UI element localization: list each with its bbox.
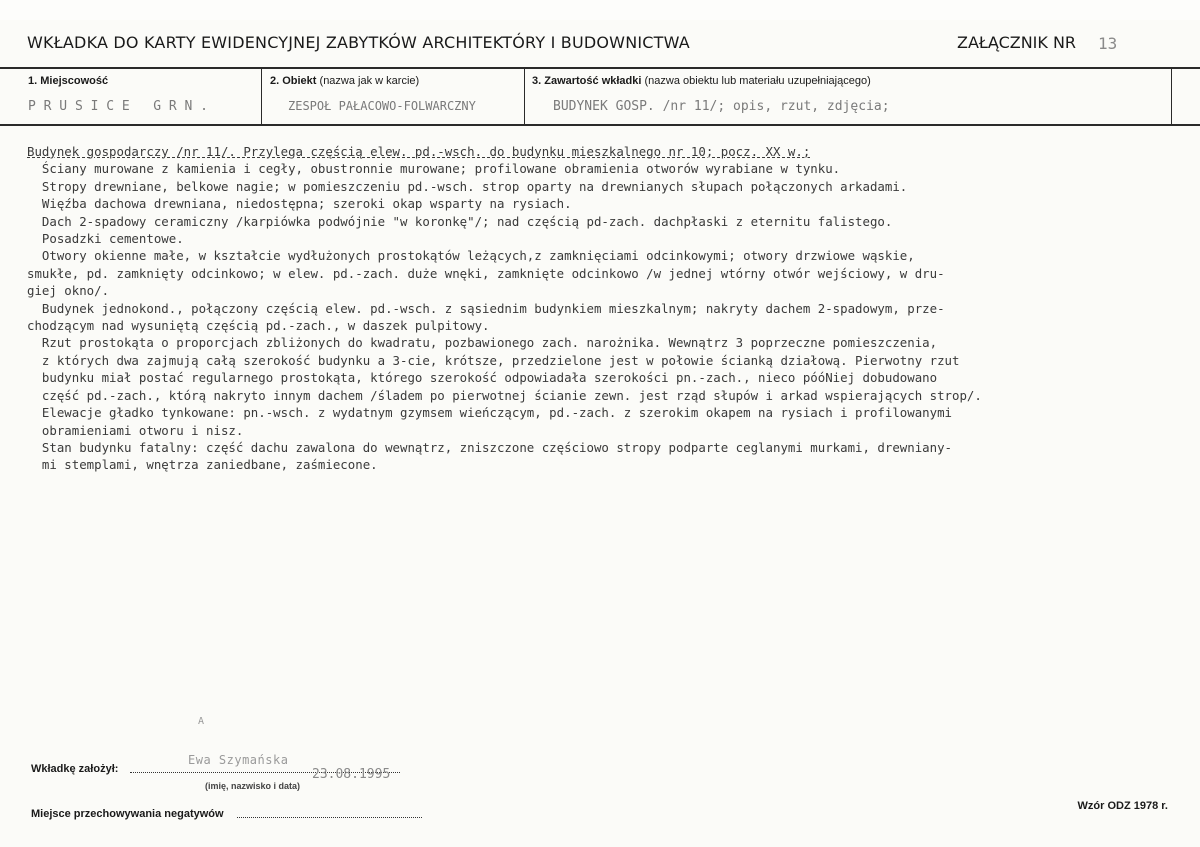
locality-label: 1. Miejscowość	[28, 75, 109, 87]
description-text	[27, 143, 1177, 474]
description-line: część pd.-zach., którą nakryto innym dachem /śladem po pierwotnej ścianie zewn. jest rząd słupów i arkad wspierających strop/.	[27, 387, 982, 403]
contents-label: 3. Zawartość wkładki (nazwa obiektu lub materiału uzupełniającego)	[532, 75, 871, 87]
form-model: Wzór ODZ 1978 r.	[1077, 800, 1168, 812]
description-line: Rzut prostokąta o proporcjach zbliżonych do kwadratu, pozbawionego zach. narożnika. Wewnątrz 3 poprzeczne pomieszczenia,	[27, 335, 938, 351]
small-mark: A	[198, 716, 205, 727]
attachment-label: ZAŁĄCZNIK NR	[957, 33, 1077, 52]
description-line: giej okno/.	[27, 283, 110, 299]
description-line: z których dwa zajmują całą szerokość budynku a 3-cie, krótsze, przedzielone jest w połowie ścianką działową. Pierwotny rzut	[27, 352, 960, 368]
description-line: budynku miał postać regularnego prostokąta, którego szerokość odpowiadała szerokości pn.-zach., nieco póóNiej dobudowano	[27, 370, 938, 386]
fields-rule	[0, 124, 1200, 126]
description-line: mi stemplami, wnętrza zaniedbane, zaśmiecone.	[27, 457, 378, 473]
description-line: Ściany murowane z kamienia i cegły, obustronnie murowane; profilowane obramienia otworów wyrabiane w tynku.	[27, 161, 841, 177]
contents-label-note: (nazwa obiektu lub materiału uzupełniającego)	[644, 75, 871, 87]
column-divider-2	[524, 68, 525, 125]
negatives-dotted-line	[237, 817, 422, 818]
description-line: Budynek gospodarczy /nr 11/. Przylega częścią elew. pd.-wsch. do budynku mieszkalnego nr 10; pocz. XX w.;	[27, 144, 811, 159]
description-line: Stan budynku fatalny: część dachu zawalona do wewnątrz, zniszczone częściowo stropy podparte ceglanymi murkami, drewniany-	[27, 439, 953, 455]
column-divider-3	[1171, 68, 1172, 125]
form-title: WKŁADKA DO KARTY EWIDENCYJNEJ ZABYTKÓW ARCHITEKTÓRY I BUDOWNICTWA	[27, 33, 690, 52]
object-label-note: (nazwa jak w karcie)	[319, 75, 420, 87]
description-line: Więźba dachowa drewniana, niedostępna; szeroki okap wsparty na rysiach.	[27, 196, 572, 212]
negatives-label: Miejsce przechowywania negatywów	[31, 808, 224, 820]
author-name: Ewa Szymańska	[188, 753, 289, 767]
locality-value: P R U S I C E G R N .	[28, 99, 209, 114]
description-line: Elewacje gładko tynkowane: pn.-wsch. z wydatnym gzymsem wieńczącym, pd.-zach. z szerokim okapem na rysiach i profilowanymi	[27, 405, 953, 421]
description-line: chodzącym nad wysuniętą częścią pd.-zach., w daszek pulpitowy.	[27, 318, 490, 334]
author-date: 23.08.1995	[312, 767, 391, 782]
author-label: Wkładkę założył:	[31, 763, 119, 775]
object-label: 2. Obiekt (nazwa jak w karcie)	[270, 75, 420, 87]
description-line: Stropy drewniane, belkowe nagie; w pomieszczeniu pd.-wsch. strop oparty na drewnianych słupach połączonych arkadami.	[27, 178, 908, 194]
attachment-number: 13	[1098, 34, 1118, 53]
header-rule	[0, 67, 1200, 69]
description-line: Dach 2-spadowy ceramiczny /karpiówka podwójnie "w koronkę"/; nad częścią pd-zach. dachpłaski z eternitu falistego.	[27, 213, 893, 229]
description-line: obramieniami otworu i nisz.	[27, 422, 244, 438]
description-line: Otwory okienne małe, w kształcie wydłużonych prostokątów leżących,z zamknięciami odcinkowymi; otwory drzwiowe wąskie,	[27, 248, 915, 264]
author-caption: (imię, nazwisko i data)	[205, 781, 301, 791]
description-line: Budynek jednokond., połączony częścią elew. pd.-wsch. z sąsiednim budynkiem mieszkalnym; nakryty dachem 2-spadowym, prze-	[27, 300, 945, 316]
description-line: Posadzki cementowe.	[27, 231, 184, 247]
description-line: smukłe, pd. zamknięty odcinkowo; w elew. pd.-zach. duże wnęki, zamknięte odcinkowo /w jednej wtórny otwór wejściowy, w dru-	[27, 265, 945, 281]
column-divider-1	[261, 68, 262, 125]
top-margin	[0, 0, 1200, 20]
contents-value: BUDYNEK GOSP. /nr 11/; opis, rzut, zdjęcia;	[553, 99, 890, 114]
object-value: ZESPOŁ PAŁACOWO-FOLWARCZNY	[288, 99, 476, 113]
